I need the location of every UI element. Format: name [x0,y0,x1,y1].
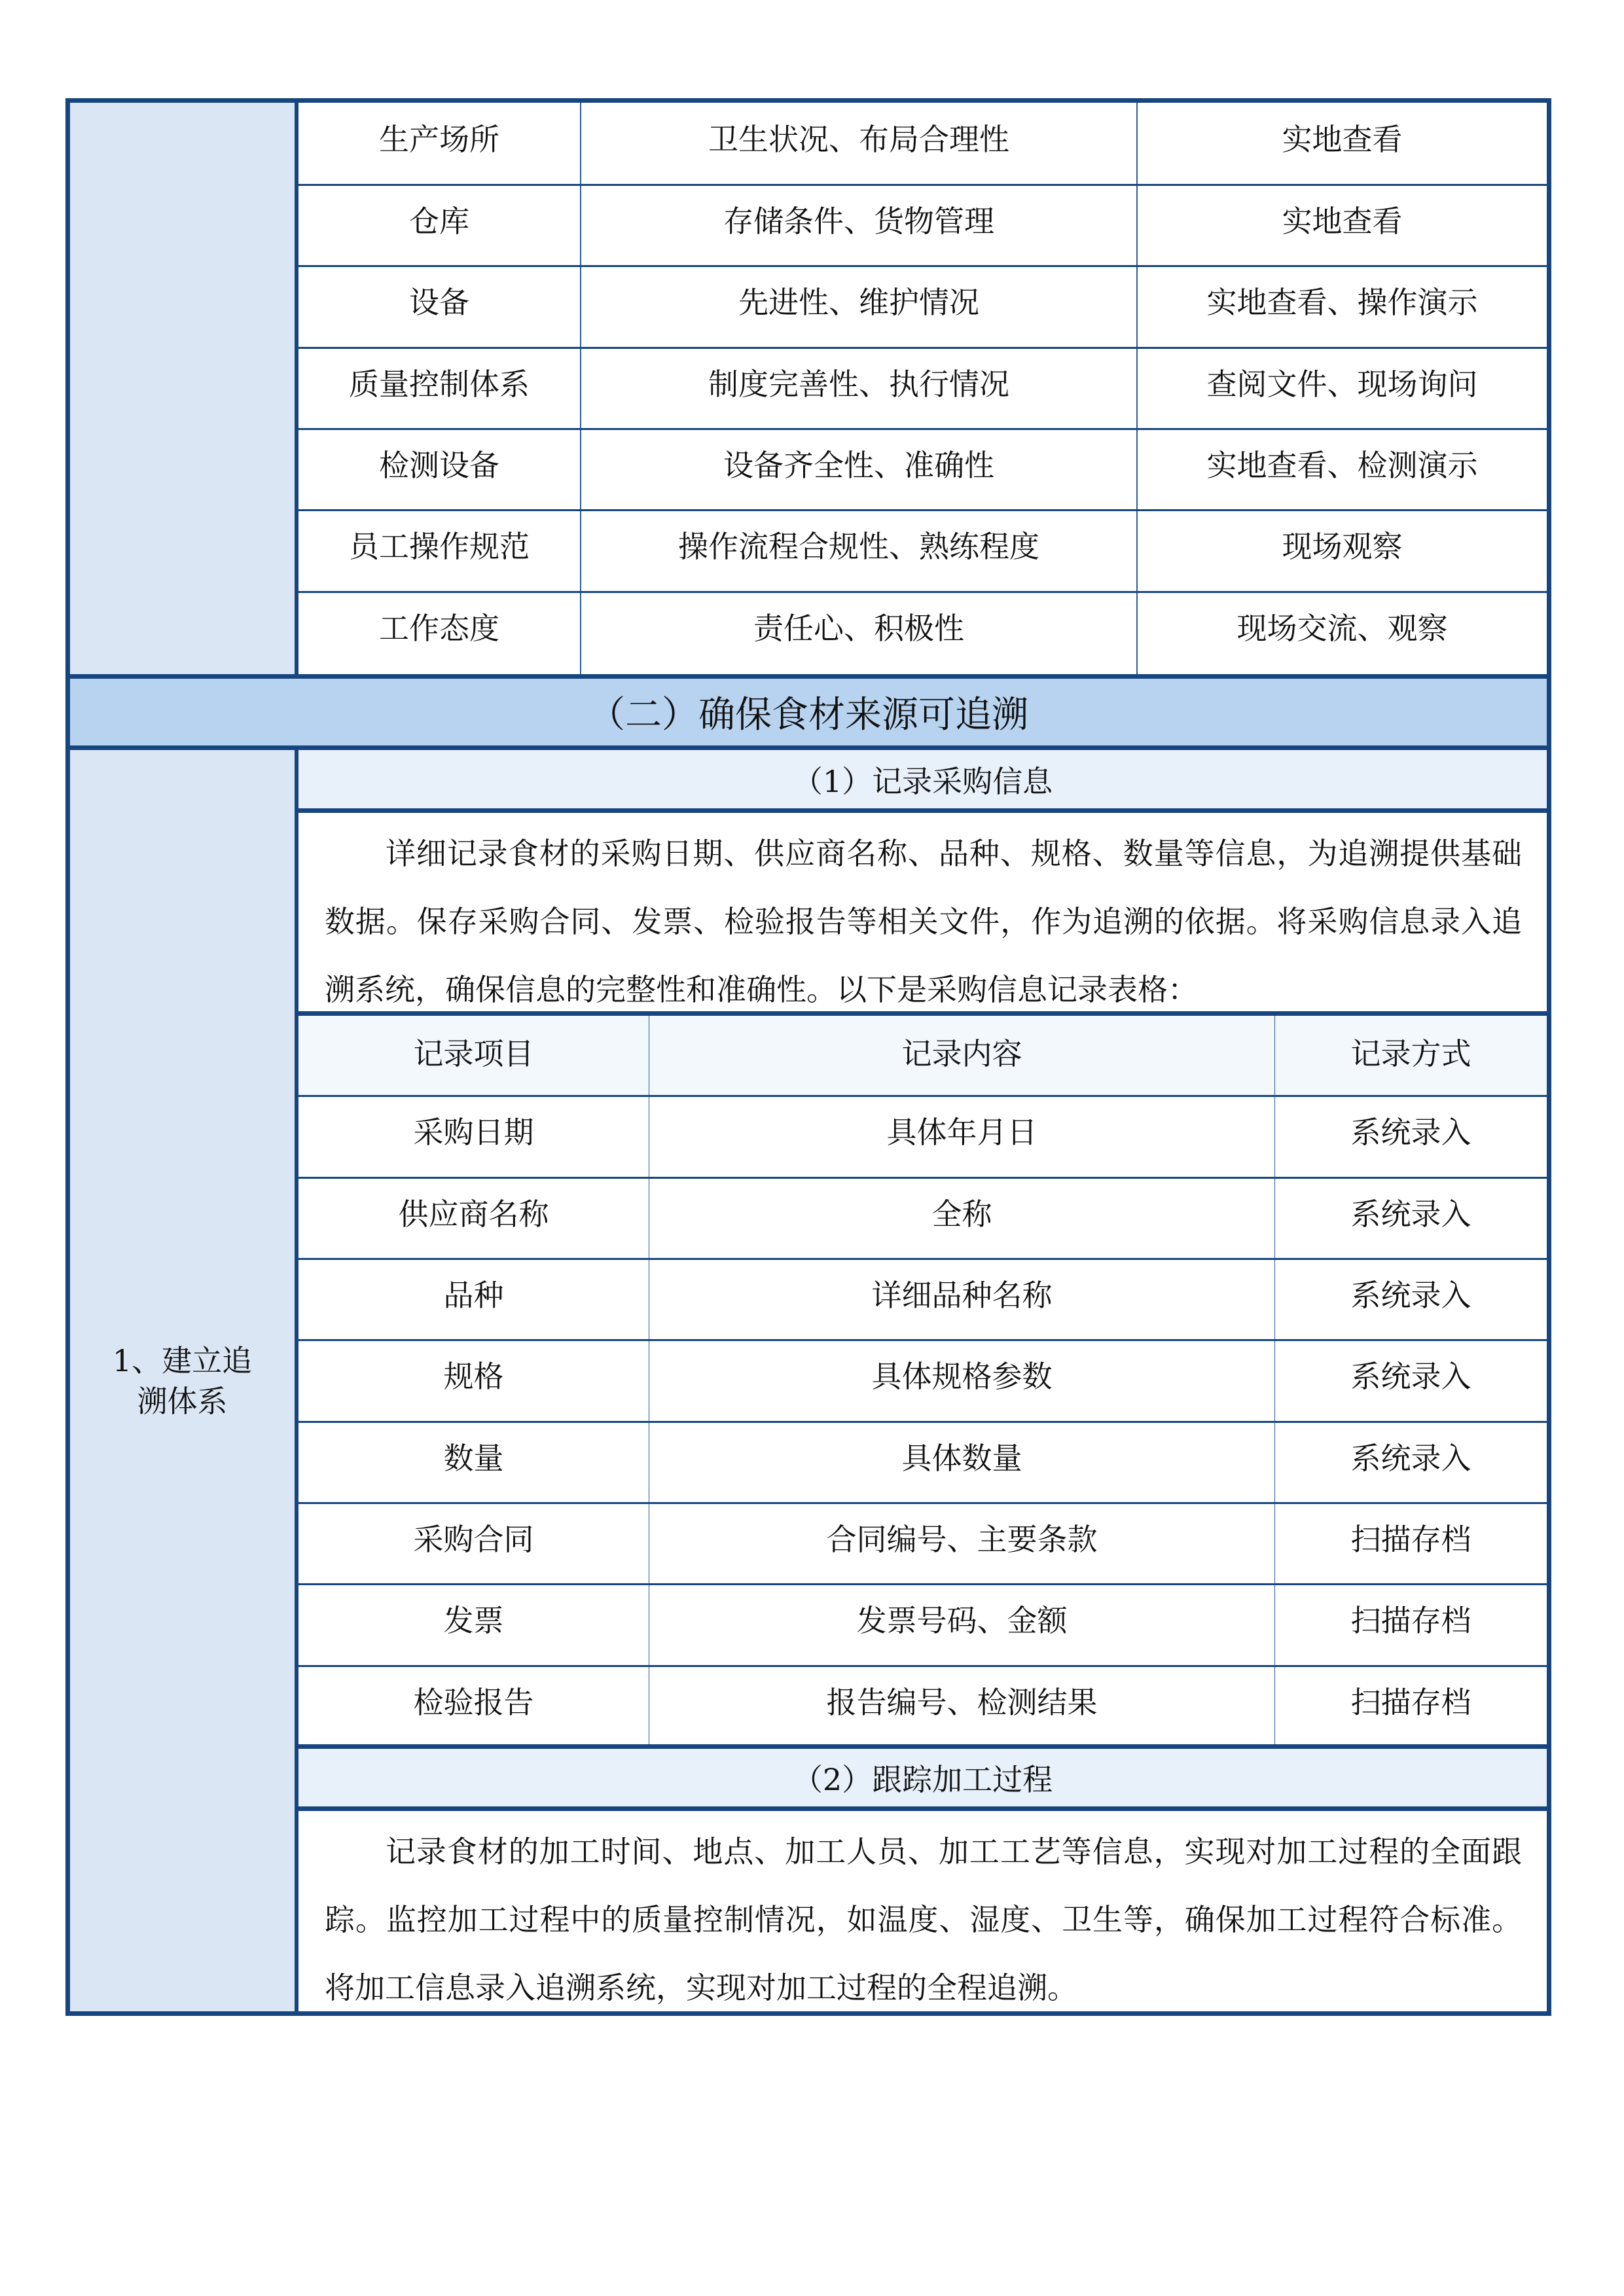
inspection-method: 实地查看、检测演示 [1206,448,1478,483]
record-content: 具体数量 [901,1441,1022,1476]
purchase-paragraph [298,813,1547,1011]
table-top-divider [298,1011,1547,1016]
record-method: 系统录入 [1350,1441,1471,1476]
inspection-method: 现场观察 [1282,529,1403,564]
left-column-top [70,103,298,674]
subsection-divider [298,1744,1547,1749]
inspection-item: 生产场所 [379,122,499,157]
inspection-content: 设备齐全性、准确性 [723,448,994,483]
record-content: 合同编号、主要条款 [826,1522,1098,1557]
inspection-method: 查阅文件、现场询问 [1206,367,1478,402]
record-content: 具体规格参数 [871,1359,1053,1394]
section-divider [70,745,1547,750]
record-method: 系统录入 [1350,1359,1471,1394]
subsection-title-purchase: （1）记录采购信息 [298,750,1547,808]
section-title: （二）确保食材来源可追溯 [70,679,1547,745]
inspection-item: 设备 [409,285,469,320]
left-label-text: 1、建立追溯体系 [112,1342,253,1419]
record-content: 报告编号、检测结果 [826,1685,1098,1720]
record-content: 发票号码、金额 [856,1603,1068,1638]
record-content: 全称 [931,1196,992,1232]
record-method: 扫描存档 [1350,1603,1471,1638]
inspection-method: 实地查看、操作演示 [1206,285,1478,320]
section-divider [70,674,1547,679]
inspection-content: 先进性、维护情况 [738,285,979,320]
subsection-divider [298,808,1547,813]
inspection-method: 现场交流、观察 [1236,611,1448,646]
record-method: 系统录入 [1350,1115,1471,1150]
record-content: 具体年月日 [886,1115,1038,1150]
header-record-content: 记录内容 [901,1036,1022,1071]
inspection-method: 实地查看 [1282,204,1403,239]
inspection-item: 仓库 [409,204,469,239]
record-method: 系统录入 [1350,1278,1471,1313]
subsection-title-processing: （2）跟踪加工过程 [298,1749,1547,1806]
record-item: 供应商名称 [398,1196,549,1232]
document-table [65,98,1551,2016]
record-method: 扫描存档 [1350,1522,1471,1557]
subsection-divider [298,1806,1547,1811]
record-item: 采购日期 [413,1115,534,1150]
purchase-paragraph-text: 详细记录食材的采购日期、供应商名称、品种、规格、数量等信息，为追溯提供基础数据。保存采购合同、发票、检验报告等相关文件，作为追溯的依据。将采购信息录入追溯系统，确保信息的完整性和准确性。以下是采购信息记录表格： [325,836,1522,1007]
processing-paragraph-text: 记录食材的加工时间、地点、加工人员、加工工艺等信息，实现对加工过程的全面跟踪。监控加工过程中的质量控制情况，如温度、湿度、卫生等，确保加工过程符合标准。将加工信息录入追溯系统，实现对加工过程的全程追溯。 [325,1834,1522,2005]
record-item: 发票 [443,1603,504,1638]
inspection-item: 检测设备 [379,448,499,483]
inspection-content: 存储条件、货物管理 [723,204,994,239]
inspection-content: 责任心、积极性 [753,611,964,646]
inspection-item: 员工操作规范 [349,529,530,564]
record-item: 品种 [443,1278,504,1313]
record-method: 扫描存档 [1350,1685,1471,1720]
header-record-item: 记录项目 [413,1036,534,1071]
record-item: 规格 [443,1359,504,1394]
record-item: 采购合同 [413,1522,534,1557]
record-item: 数量 [443,1441,504,1476]
inspection-content: 制度完善性、执行情况 [708,367,1009,402]
record-method: 系统录入 [1350,1196,1471,1232]
inspection-item: 工作态度 [379,611,499,646]
record-item: 检验报告 [413,1685,534,1720]
left-label-trace-system [70,750,298,2011]
processing-paragraph [298,1811,1547,2011]
header-record-method: 记录方式 [1350,1036,1471,1071]
inspection-content: 卫生状况、布局合理性 [708,122,1009,157]
record-content: 详细品种名称 [871,1278,1053,1313]
inspection-method: 实地查看 [1282,122,1403,157]
inspection-item: 质量控制体系 [349,367,530,402]
inspection-content: 操作流程合规性、熟练程度 [678,529,1039,564]
